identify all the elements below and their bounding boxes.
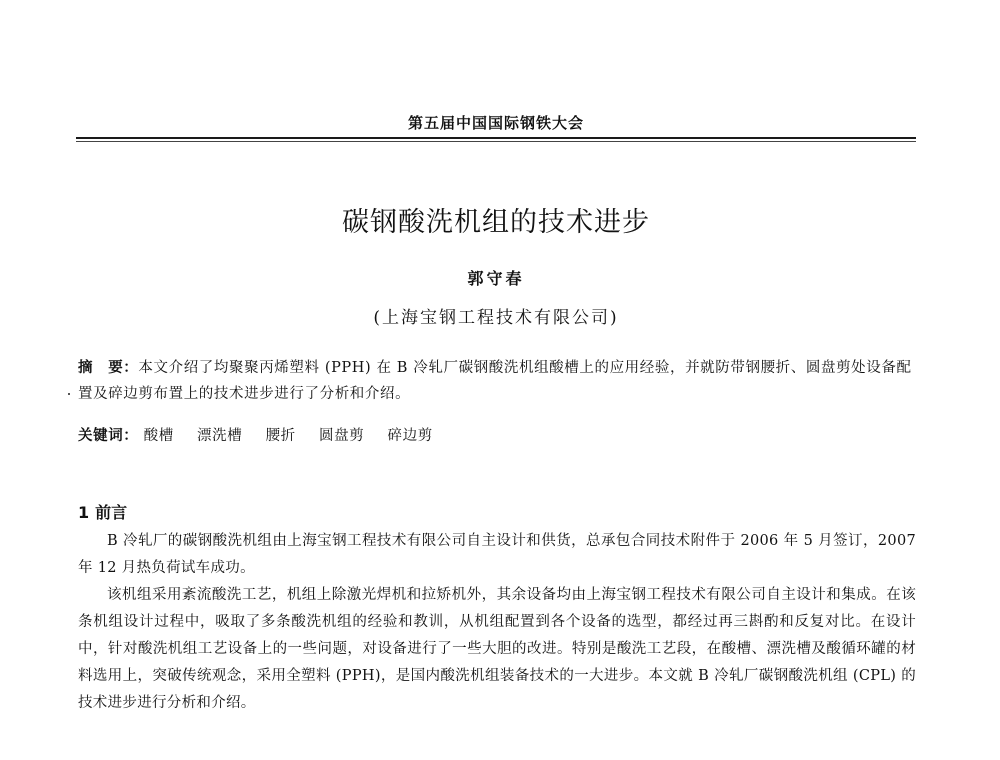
paper-author: 郭守春 [467,269,525,288]
keyword-item: 漂洗槽 [197,428,243,444]
keywords [78,424,918,445]
paper-title: 碳钢酸洗机组的技术进步 [342,207,650,238]
keyword-item: 圆盘剪 [319,428,365,444]
abstract-label: 摘 要： [78,360,139,376]
keyword-item: 酸槽 [143,428,174,444]
paper-affiliation: (上海宝钢工程技术有限公司) [373,308,619,328]
body-paragraph: B 冷轧厂的碳钢酸洗机组由上海宝钢工程技术有限公司自主设计和供货，总承包合同技术附件于 2006 年 5 月签订，2007 年 12 月热负荷试车成功。 [78,533,916,576]
conference-header: 第五届中国国际钢铁大会 [407,114,584,132]
abstract [78,355,918,407]
keyword-item: 碎边剪 [387,428,433,444]
body-paragraph: 该机组采用紊流酸洗工艺，机组上除激光焊机和拉矫机外，其余设备均由上海宝钢工程技术有限公司自主设计和集成。在该条机组设计过程中，吸取了多条酸洗机组的经验和教训，从机组配置到各个设备的选型，都经过再三斟酌和反复对比。在设计中，针对酸洗机组工艺设备上的一些问题，对设备进行了一些大胆的改进。特别是酸洗工艺段，在酸槽、漂洗槽及酸循环罐的材料选用上，突破传统观念，采用全塑料 (PPH)，是国内酸洗机组装备技术的一大进步。本文就 B 冷轧厂碳钢酸洗机组 (CPL) 的技术进步进行分析和介绍。 [78,587,916,711]
abstract-text: 本文介绍了均聚聚丙烯塑料 (PPH) 在 B 冷轧厂碳钢酸洗机组酸槽上的应用经验，并就防带钢腰折、圆盘剪处设备配置及碎边剪布置上的技术进步进行了分析和介绍。 [78,360,912,402]
section-number: 1 [78,503,90,522]
keywords-label: 关键词： [78,428,139,444]
header-rule-secondary [76,141,916,142]
section-heading [78,500,127,523]
section-body [78,528,916,717]
header-rule [76,137,916,139]
keyword-item: 腰折 [265,428,296,444]
scan-artifact [68,393,70,395]
section-title: 前言 [95,503,128,522]
